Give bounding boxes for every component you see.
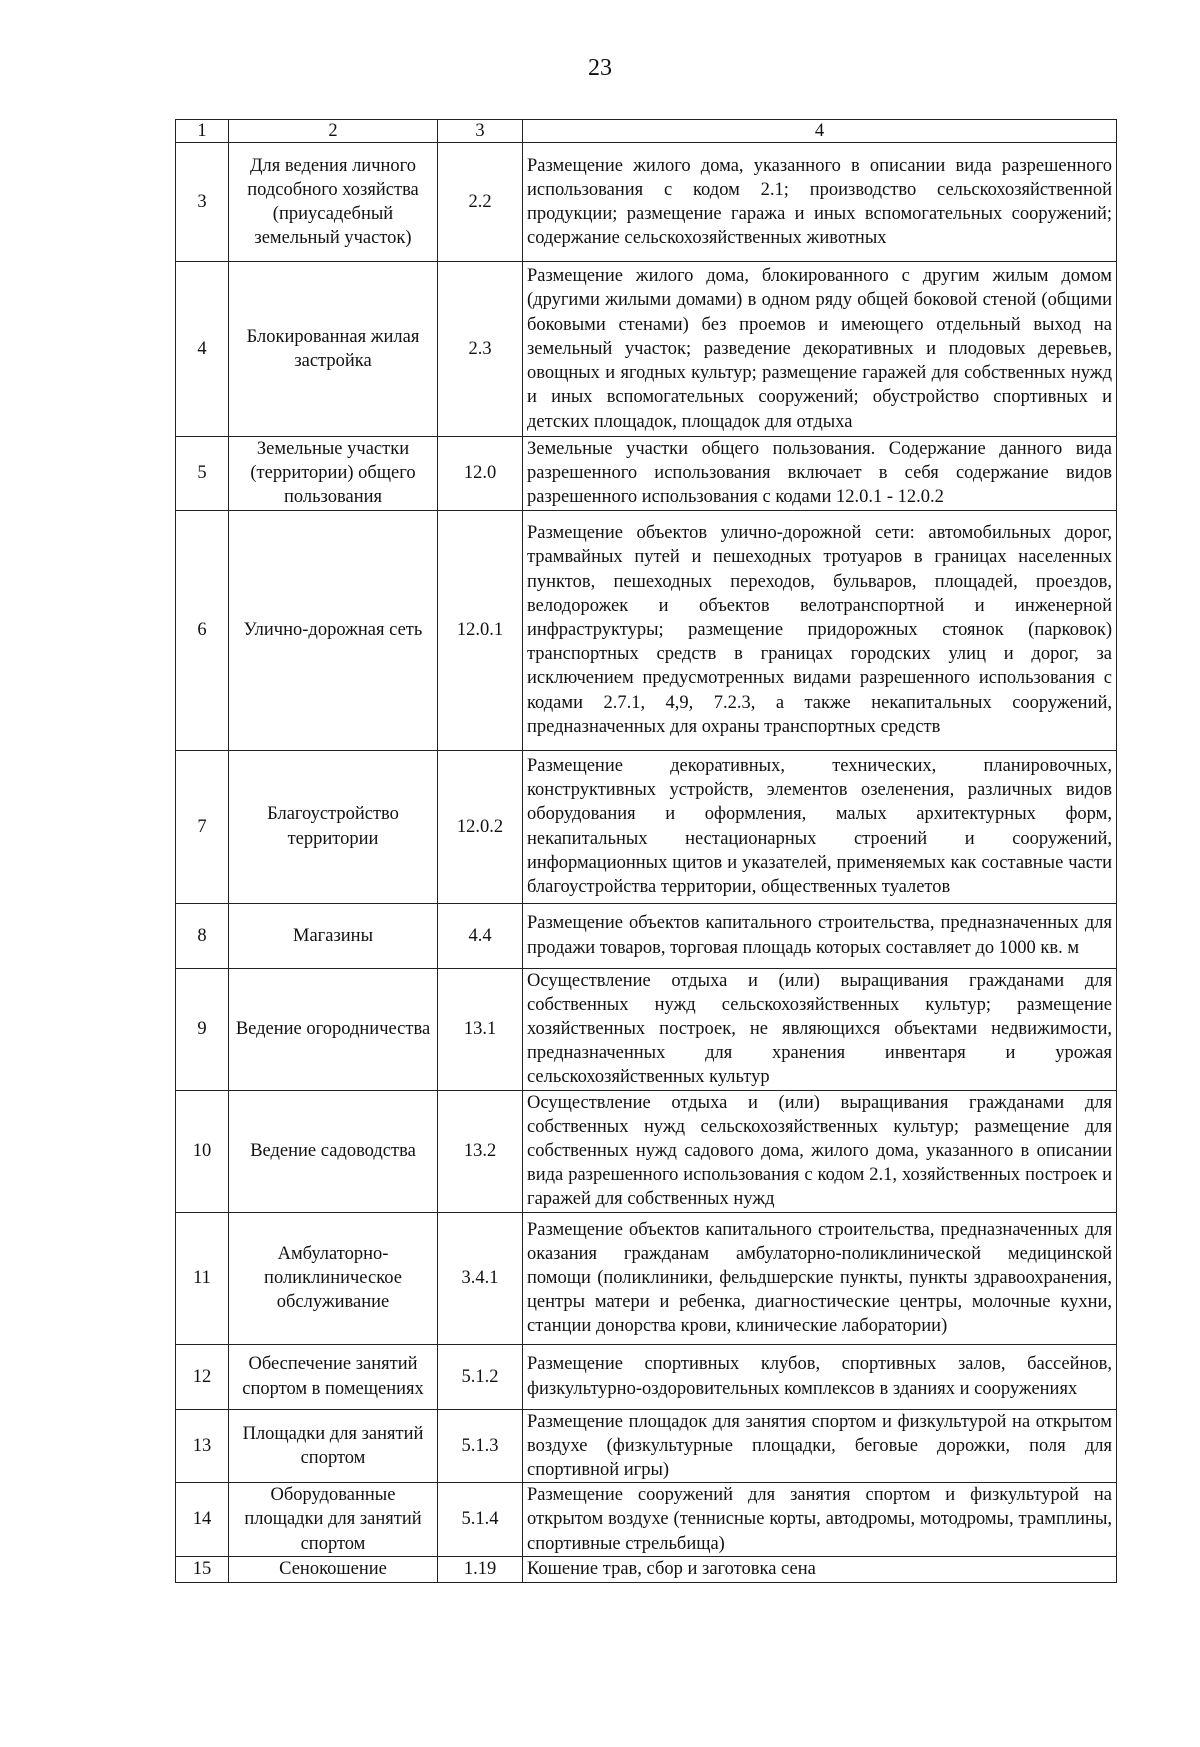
land-use-description-cell: Земельные участки общего пользования. Содержание данного вида разрешенного использования включает в себя содержание видов разрешенного использования с кодами 12.0.1 - 12.0.2 — [523, 437, 1117, 511]
row-number-cell: 6 — [176, 510, 229, 750]
land-use-name-cell: Благоустройство территории — [229, 750, 438, 903]
land-use-name-cell: Площадки для занятий спортом — [229, 1409, 438, 1483]
row-number-cell: 4 — [176, 262, 229, 437]
land-use-description-cell: Размещение спортивных клубов, спортивных залов, бассейнов, физкультурно-оздоровительных комплексов в зданиях и сооружениях — [523, 1344, 1117, 1409]
table-row — [176, 903, 1117, 968]
table-row — [176, 262, 1117, 437]
header-cell-4: 4 — [523, 120, 1117, 143]
land-use-name-cell: Блокированная жилая застройка — [229, 262, 438, 437]
land-use-code-cell: 5.1.3 — [438, 1409, 523, 1483]
land-use-code-cell: 12.0.1 — [438, 510, 523, 750]
land-use-description-cell: Размещение декоративных, технических, планировочных, конструктивных устройств, элементов озеленения, различных видов оборудования и оформления, малых архитектурных форм, некапитальных нестационарных строений и сооружений, информационных щитов и указателей, применяемых как составные части благоустройства территории, общественных туалетов — [523, 750, 1117, 903]
land-use-description-cell: Осуществление отдыха и (или) выращивания гражданами для собственных нужд сельскохозяйственных культур; размещение для собственных нужд садового дома, жилого дома, указанного в описании вида разрешенного использования с кодом 2.1, хозяйственных построек и гаражей для собственных нужд — [523, 1090, 1117, 1212]
land-use-description-cell: Размещение сооружений для занятия спортом и физкультурой на открытом воздухе (теннисные корты, автодромы, мотодромы, трамплины, спортивные стрельбища) — [523, 1483, 1117, 1557]
row-number-cell: 14 — [176, 1483, 229, 1557]
table-row — [176, 750, 1117, 903]
land-use-name-cell: Земельные участки (территории) общего пользования — [229, 437, 438, 511]
row-number-cell: 15 — [176, 1556, 229, 1582]
land-use-code-cell: 4.4 — [438, 903, 523, 968]
row-number-cell: 10 — [176, 1090, 229, 1212]
land-use-name-cell: Магазины — [229, 903, 438, 968]
page-number: 23 — [588, 55, 612, 81]
header-cell-2: 2 — [229, 120, 438, 143]
land-use-name-cell: Обеспечение занятий спортом в помещениях — [229, 1344, 438, 1409]
land-use-description-cell: Кошение трав, сбор и заготовка сена — [523, 1556, 1117, 1582]
land-use-code-cell: 12.0 — [438, 437, 523, 511]
row-number-cell: 8 — [176, 903, 229, 968]
table-row — [176, 510, 1117, 750]
land-use-description-cell: Размещение жилого дома, блокированного с другим жилым домом (другими жилыми домами) в одном ряду общей боковой стеной (общими боковыми стенами) без проемов и имеющего отдельный выход на земельный участок; разведение декоративных и плодовых деревьев, овощных и ягодных культур; размещение гаражей для собственных нужд и иных вспомогательных сооружений; обустройство спортивных и детских площадок, площадок для отдыха — [523, 262, 1117, 437]
land-use-name-cell: Амбулаторно-поликлиническое обслуживание — [229, 1212, 438, 1344]
row-number-cell: 9 — [176, 968, 229, 1090]
land-use-name-cell: Оборудованные площадки для занятий спортом — [229, 1483, 438, 1557]
land-use-name-cell: Улично-дорожная сеть — [229, 510, 438, 750]
row-number-cell: 11 — [176, 1212, 229, 1344]
land-use-code-cell: 13.2 — [438, 1090, 523, 1212]
table-row — [176, 1344, 1117, 1409]
row-number-cell: 12 — [176, 1344, 229, 1409]
land-use-table — [175, 119, 1117, 1583]
land-use-code-cell: 5.1.2 — [438, 1344, 523, 1409]
land-use-code-cell: 13.1 — [438, 968, 523, 1090]
table-row — [176, 1090, 1117, 1212]
land-use-description-cell: Осуществление отдыха и (или) выращивания гражданами для собственных нужд сельскохозяйственных культур; размещение хозяйственных построек, не являющихся объектами недвижимости, предназначенных для хранения инвентаря и урожая сельскохозяйственных культур — [523, 968, 1117, 1090]
table-header-row — [176, 120, 1117, 143]
table-row — [176, 1556, 1117, 1582]
land-use-code-cell: 1.19 — [438, 1556, 523, 1582]
land-use-code-cell: 5.1.4 — [438, 1483, 523, 1557]
row-number-cell: 5 — [176, 437, 229, 511]
table-row — [176, 968, 1117, 1090]
land-use-code-cell: 12.0.2 — [438, 750, 523, 903]
row-number-cell: 7 — [176, 750, 229, 903]
table-row — [176, 1409, 1117, 1483]
table-row — [176, 143, 1117, 262]
row-number-cell: 3 — [176, 143, 229, 262]
land-use-name-cell: Ведение садоводства — [229, 1090, 438, 1212]
table-row — [176, 1212, 1117, 1344]
land-use-description-cell: Размещение жилого дома, указанного в описании вида разрешенного использования с кодом 2.1; производство сельскохозяйственной продукции; размещение гаража и иных вспомогательных сооружений; содержание сельскохозяйственных животных — [523, 143, 1117, 262]
land-use-name-cell: Для ведения личного подсобного хозяйства (приусадебный земельный участок) — [229, 143, 438, 262]
land-use-code-cell: 2.3 — [438, 262, 523, 437]
header-cell-1: 1 — [176, 120, 229, 143]
land-use-description-cell: Размещение площадок для занятия спортом и физкультурой на открытом воздухе (физкультурные площадки, беговые дорожки, поля для спортивной игры) — [523, 1409, 1117, 1483]
land-use-name-cell: Сенокошение — [229, 1556, 438, 1582]
land-use-description-cell: Размещение объектов капитального строительства, предназначенных для продажи товаров, торговая площадь которых составляет до 1000 кв. м — [523, 903, 1117, 968]
row-number-cell: 13 — [176, 1409, 229, 1483]
land-use-name-cell: Ведение огородничества — [229, 968, 438, 1090]
table-row — [176, 1483, 1117, 1557]
header-cell-3: 3 — [438, 120, 523, 143]
land-use-description-cell: Размещение объектов улично-дорожной сети: автомобильных дорог, трамвайных путей и пешеходных тротуаров в границах населенных пунктов, пешеходных переходов, бульваров, площадей, проездов, велодорожек и объектов велотранспортной и инженерной инфраструктуры; размещение придорожных стоянок (парковок) транспортных средств в границах городских улиц и дорог, за исключением предусмотренных видами разрешенного использования с кодами 2.7.1, 4,9, 7.2.3, а также некапитальных сооружений, предназначенных для охраны транспортных средств — [523, 510, 1117, 750]
land-use-code-cell: 2.2 — [438, 143, 523, 262]
land-use-code-cell: 3.4.1 — [438, 1212, 523, 1344]
land-use-description-cell: Размещение объектов капитального строительства, предназначенных для оказания гражданам амбулаторно-поликлинической медицинской помощи (поликлиники, фельдшерские пункты, пункты здравоохранения, центры матери и ребенка, диагностические центры, молочные кухни, станции донорства крови, клинические лаборатории) — [523, 1212, 1117, 1344]
table-row — [176, 437, 1117, 511]
